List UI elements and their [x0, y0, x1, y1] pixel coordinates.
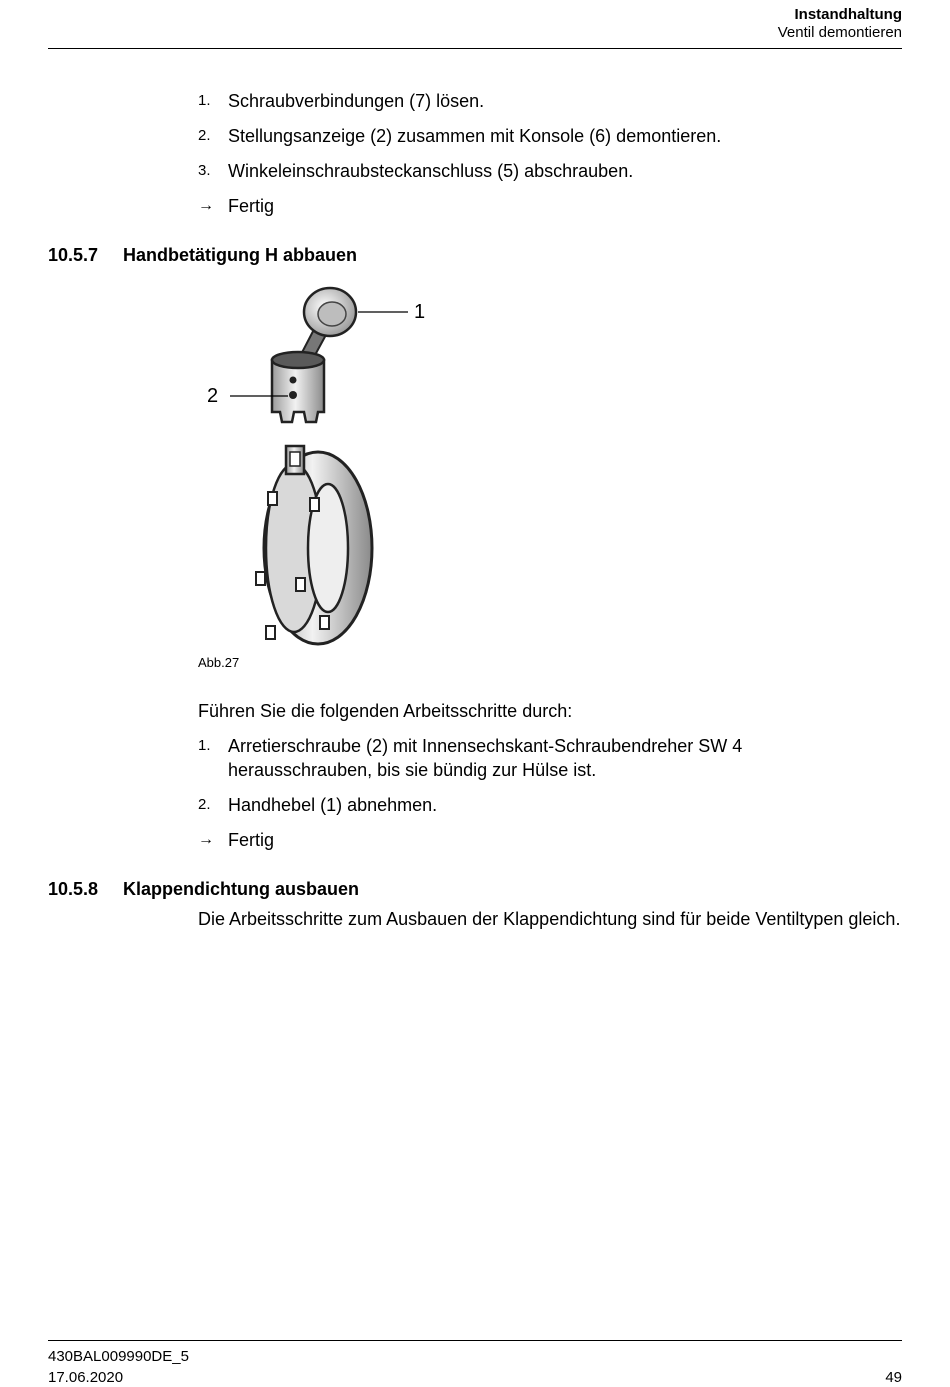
valve-hand-lever-illustration: [200, 280, 440, 652]
callout-label-1: 1: [414, 301, 426, 323]
result-text: Fertig: [228, 830, 275, 850]
instruction-intro: Führen Sie die folgenden Arbeitsschritte durch:: [198, 701, 573, 721]
footer-doc-id: 430BAL009990DE_5: [48, 1348, 189, 1365]
result-arrow-icon: →: [198, 831, 214, 848]
callout-label-2: 2: [207, 385, 219, 407]
lever-sleeve-part: [272, 352, 324, 422]
result-text: Fertig: [228, 196, 275, 216]
step-number: 1.: [198, 737, 211, 754]
footer-rule: [48, 1340, 902, 1341]
section-title: Handbetätigung H abbauen: [123, 245, 357, 265]
header-chapter-title: Instandhaltung: [794, 6, 902, 23]
section-paragraph: Die Arbeitsschritte zum Ausbauen der Klappendichtung sind für beide Ventiltypen gleich.: [198, 909, 901, 929]
figure-caption: Abb.27: [198, 655, 240, 670]
section-title: Klappendichtung ausbauen: [123, 879, 360, 899]
step-text: Winkeleinschraubsteckanschluss (5) abschrauben.: [228, 161, 634, 181]
step-text: Arretierschraube (2) mit Innensechskant-Schraubendreher SW 4 herausschrauben, bis sie bündig zur Hülse ist.: [228, 736, 743, 780]
butterfly-valve-body: [256, 446, 372, 644]
step-text: Handhebel (1) abnehmen.: [228, 795, 438, 815]
section-number: 10.5.8: [48, 879, 99, 899]
header-rule: [48, 48, 902, 49]
step-number: 1.: [198, 92, 211, 109]
step-text: Stellungsanzeige (2) zusammen mit Konsole (6) demontieren.: [228, 126, 722, 146]
page-number: 49: [885, 1369, 902, 1386]
step-number: 2.: [198, 127, 211, 144]
header-section-title: Ventil demontieren: [777, 24, 902, 41]
footer-date: 17.06.2020: [48, 1369, 124, 1386]
step-number: 2.: [198, 796, 211, 813]
step-text: Schraubverbindungen (7) lösen.: [228, 91, 485, 111]
section-number: 10.5.7: [48, 245, 99, 265]
result-arrow-icon: →: [198, 197, 214, 214]
step-number: 3.: [198, 162, 211, 179]
